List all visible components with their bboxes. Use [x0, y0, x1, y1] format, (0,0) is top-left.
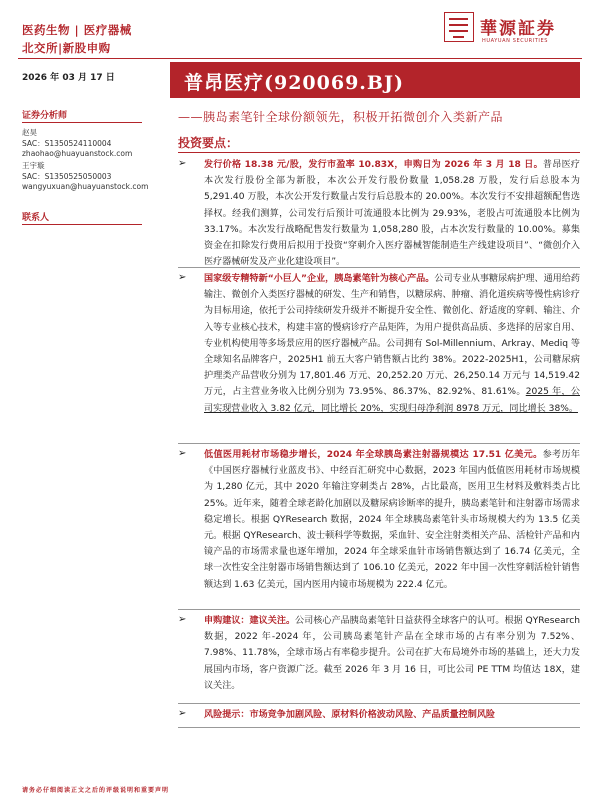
key-point-body: 公司核心产品胰岛素笔针日益获得全球客户的认可。根据 QYResearch 数据，2022 年-2024 年，公司胰岛素笔针产品在全球市场的占有率分别为 7.52%、7.98%、11.78%，全球市场占有率稳步提升。公司在扩大布局境外市场的基础上，还大力发展国内市场，客户资源广泛。截至 2026 年 3 月 16 日，可比公司 PE TTM 均值达 18X，建议关注。 [204, 616, 580, 691]
key-point-market [178, 447, 580, 593]
arrow-bullet-icon: ➢ [178, 708, 187, 719]
key-point-body: 公司专业从事糖尿病护理、通用给药输注、微创介入类医疗器械的研发、生产和销售，以糖尿病、肿瘤、消化道疾病等慢性病诊疗为目标用途，依托于公司持续研发升级并不断提升安全性、微创化、舒适度的穿刺、输注、介入等专业核心技术，构建丰富的慢病诊疗产品矩阵，为用户提供高品质、多选择的居家自用、专业机构使用等多场景应用的医疗器械产品。公司拥有 Sol-Millennium、Arkray、Mediq 等全球知名品牌客户，2025H1 前五大客户销售额占比约 38%。2022-2025H1，公司糖尿病护理类产品营收分别为 17,801.46 万元、20,252.20 万元、26,250.14 万元与 14,519.42 万元，占主营业务收入比例分别为 73.95%、86.37%、82.92%、81.61%。 [204, 274, 580, 398]
title-band [170, 62, 580, 98]
listing-tag: 北交所|新股申购 [22, 41, 111, 55]
analyst-sac: SAC：S1350525050003 [22, 172, 112, 181]
key-point-highlight: 2025 年，公司实现营业收入 3.82 亿元，同比增长 20%，实现归母净利润 8978 万元，同比增长 38%。 [204, 387, 580, 414]
analyst-name: 赵昊 [22, 128, 37, 137]
contact-heading: 联系人 [22, 213, 50, 223]
arrow-bullet-icon: ➢ [178, 158, 187, 169]
key-point-lead: 申购建议：建议关注。 [204, 616, 296, 626]
key-point-lead: 风险提示： [204, 710, 250, 720]
key-point-offering [178, 157, 580, 270]
key-point-company [178, 271, 580, 417]
analyst-sac: SAC：S1350524110004 [22, 139, 112, 148]
logo-icon [444, 12, 474, 42]
bullet-divider [178, 727, 580, 728]
contact-divider [22, 224, 142, 225]
key-point-lead: 低值医用耗材市场稳步增长，2024 年全球胰岛素注射器规模达 17.51 亿美元。 [204, 450, 543, 460]
brand-logo-subtext: HUAYUAN SECURITIES [482, 38, 549, 44]
report-date: 2026 年 03 月 17 日 [22, 73, 115, 83]
header-divider [18, 58, 582, 59]
bullet-divider [178, 267, 580, 268]
footer-disclaimer: 请务必仔细阅读正文之后的评级说明和重要声明 [22, 787, 170, 794]
key-point-body: 市场竞争加剧风险、原材料价格波动风险、产品质量控制风险 [249, 710, 496, 720]
arrow-bullet-icon: ➢ [178, 272, 187, 283]
key-point-body: 参考历年《中国医疗器械行业蓝皮书》、中经百汇研究中心数据，2023 年国内低值医用耗材市场规模为 1,280 亿元，其中 2020 年输注穿刺类占 28%，占比最高，医用卫生材料及敷料类占比 25%。近年来，随着全球老龄化加剧以及糖尿病诊断率的提升，胰岛素笔针和注射器市场需求稳定增长。根据 QYResearch 数据，2024 年全球胰岛素笔针头市场规模大约为 13.5 亿美元。根据 QYResearch、波士顿科学等数据，采血针、安全注射类相关产品、活检针产品和内镜产品的市场需求量也逐年增加，2024 年全球采血针市场销售额达到了 16.74 亿美元，全球一次性安全注射器市场销售额达到了 106.10 亿美元，2022 年中国一次性穿刺活检针销售额达到 1.63 亿美元，国内医用内镜市场规模为 222.4 亿元。 [204, 450, 580, 590]
analyst-heading: 证券分析师 [22, 111, 68, 121]
key-point-lead: 国家级专精特新“小巨人”企业，胰岛素笔针为核心产品。 [204, 274, 435, 284]
analyst-email[interactable]: wangyuxuan@huayuanstock.com [22, 182, 149, 191]
analyst-divider [22, 122, 142, 123]
bullet-divider [178, 443, 580, 444]
arrow-bullet-icon: ➢ [178, 614, 187, 625]
key-point-lead: 发行价格 18.38 元/股，发行市盈率 10.83X，申购日为 2026 年 3 月 18 日。 [204, 160, 543, 170]
arrow-bullet-icon: ➢ [178, 448, 187, 459]
key-points-divider [178, 152, 580, 153]
analyst-email[interactable]: zhaohao@huayuanstock.com [22, 149, 133, 158]
brand-logo-text: 華源証券 [480, 19, 556, 39]
key-point-recommendation [178, 613, 580, 694]
page-title: 普昂医疗(920069.BJ) [184, 72, 404, 94]
sector-tag: 医药生物 | 医疗器械 [22, 23, 132, 37]
key-point-risk [178, 707, 580, 723]
key-points-heading: 投资要点： [178, 136, 239, 150]
report-subtitle: ——胰岛素笔针全球份额领先，积极开拓微创介入类新产品 [178, 110, 504, 124]
bullet-divider [178, 609, 580, 610]
bullet-divider [178, 703, 580, 704]
key-point-body: 普昂医疗本次发行股份全部为新股，本次公开发行股份数量 1,058.28 万股，发行后总股本为 5,291.40 万股，本次公开发行数量占发行后总股本的 20.00%。本次发行不安排超额配售选择权。经我们测算，公司发行后预计可流通股本比例为 29.93%，老股占可流通股本比例为 33.17%。本次发行战略配售发行数量为 1,058,280 股，占本次发行数量的 10.00%。募集资金在扣除发行费用后拟用于投资“穿刺介入医疗器械智能制造生产线建设项目”、“微创介入医疗器械研发及产业化建设项目”。 [204, 160, 580, 268]
analyst-name: 王宇璇 [22, 161, 45, 170]
